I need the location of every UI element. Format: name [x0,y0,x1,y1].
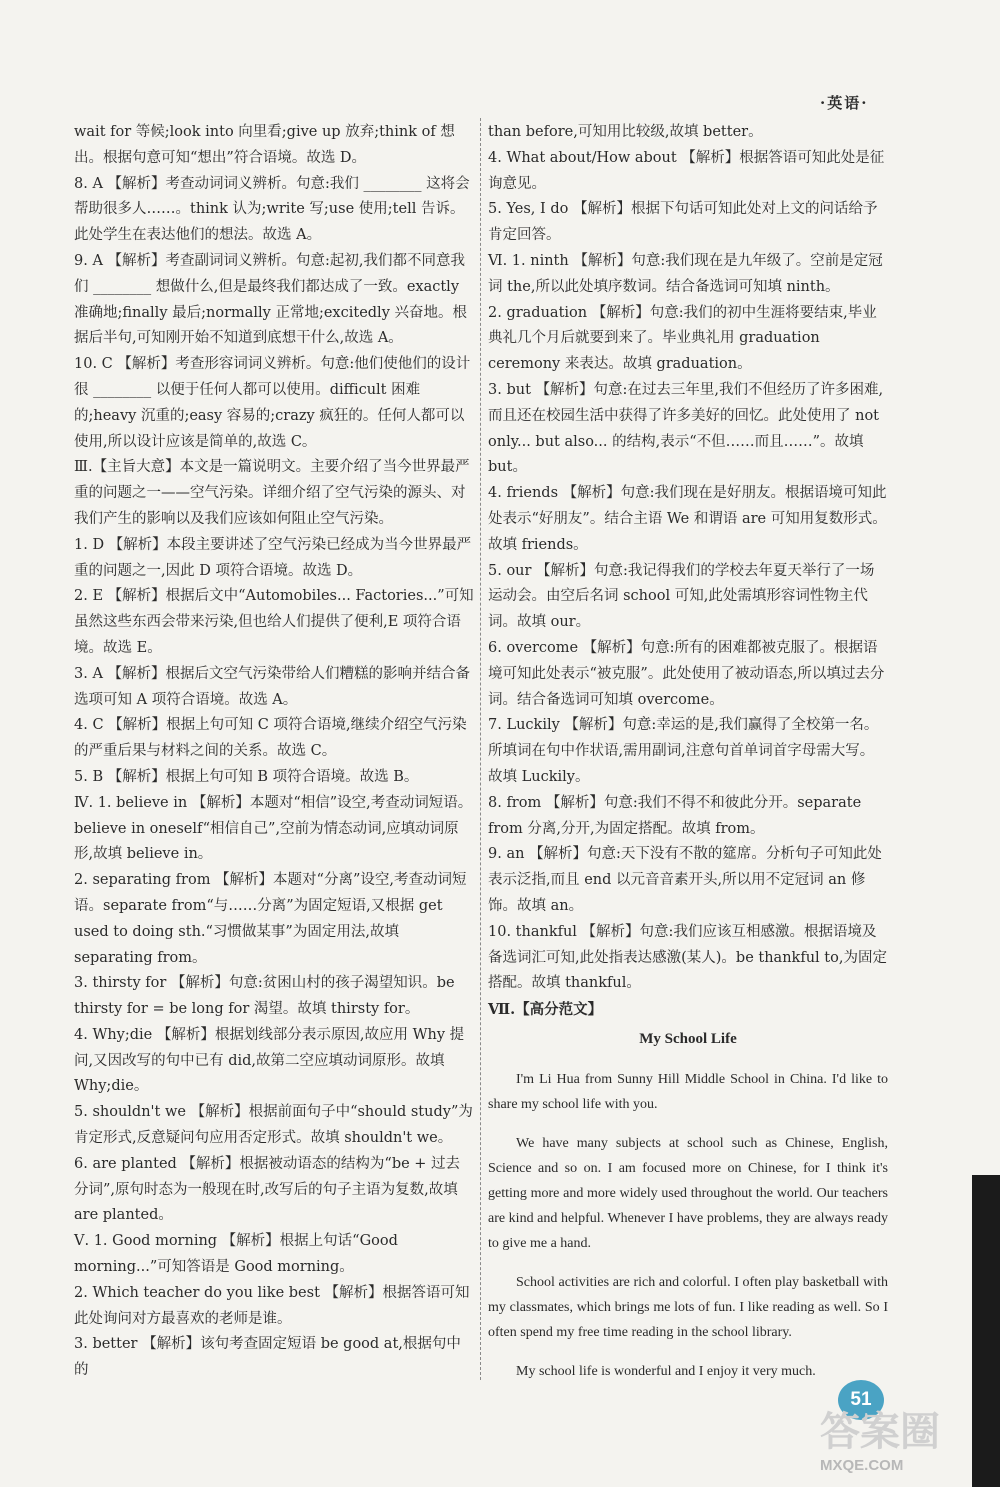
section-summary: Ⅲ.【主旨大意】本文是一篇说明文。主要介绍了当今世界最严重的问题之一——空气污染。详细介绍了空气污染的源头、对我们产生的影响以及我们应该如何阻止空气污染。 [74,459,470,527]
answer-item: Ⅴ. 1. Good morning 【解析】根据上句话“Good morning...”可知答语是 Good morning。 [74,1233,398,1276]
answer-item: 3. A 【解析】根据后文空气污染带给人们糟糕的影响并结合备选项可知 A 项符合语境。故选 A。 [74,665,471,708]
answer-item: 9. A 【解析】考查副词词义辨析。句意:起初,我们都不同意我们 ________ 想做什么,但是最终我们都达成了一致。exactly 准确地;finally 最后;normally 正常地;excitedly 兴奋地。根据后半句,可知刚开始不知道到底想干什么,故选 A。 [74,252,467,347]
column-divider [480,118,481,1380]
answer-item: 10. C 【解析】考查形容词词义辨析。句意:他们使他们的设计很 ________ 以便于任何人都可以使用。difficult 困难的;heavy 沉重的;easy 容易的;crazy 疯狂的。任何人都可以使用,所以设计应该是简单的,故选 C。 [74,356,471,450]
answer-item: 5. Yes, I do 【解析】根据下句话可知此处对上文的问话给予肯定回答。 [488,201,878,244]
answer-item: 8. from 【解析】句意:我们不得不和彼此分开。separate from 分离,分开,为固定搭配。故填 from。 [488,794,862,837]
left-column [74,120,474,1384]
essay-paragraph: School activities are rich and colorful. I often play basketball with my classmates, which brings me lots of fun. I like reading as well. So I often spend my free time reading in the school library. [488,1274,888,1340]
essay-title: My School Life [639,1030,737,1047]
watermark-logo: 答案圈 [820,1410,940,1454]
answer-item: 3. better 【解析】该句考查固定短语 be good at,根据句中的 [74,1336,461,1379]
answer-item: 6. are planted 【解析】根据被动语态的结构为“be + 过去分词”,原句时态为一般现在时,改写后的句子主语为复数,故填 are planted。 [74,1155,461,1224]
page-number-badge: 51 [838,1380,884,1420]
answer-item: 5. shouldn't we 【解析】根据前面句子中“should study”为肯定形式,反意疑问句应用否定形式。故填 shouldn't we。 [74,1104,473,1147]
watermark-url: MXQE.COM [820,1457,904,1474]
answer-item: 3. thirsty for 【解析】句意:贫困山村的孩子渴望知识。be thirsty for = be long for 渴望。故填 thirsty for。 [74,975,455,1018]
answer-item: 1. D 【解析】本段主要讲述了空气污染已经成为当今世界最严重的问题之一,因此 D 项符合语境。故选 D。 [74,536,472,579]
answer-item: 2. graduation 【解析】句意:我们的初中生涯将要结束,毕业典礼几个月后就要到来了。毕业典礼用 graduation ceremony 来表达。故填 graduation。 [488,304,877,373]
answer-item: 3. but 【解析】句意:在过去三年里,我们不但经历了许多困难,而且还在校园生活中获得了许多美好的回忆。此处使用了 not only... but also... 的结构,表示“不但……而且……”。故填 but。 [488,381,884,476]
answer-item: 10. thankful 【解析】句意:我们应该互相感激。根据语境及备选词汇可知,此处指表达感激(某人)。be thankful to,为固定搭配。故填 thankful。 [488,923,887,992]
watermark [820,1400,980,1480]
essay-paragraph: We have many subjects at school such as Chinese, English, Science and so on. I am focused more on Chinese, for I think it's getting more and more widely used throughout the world. Our teachers are kind and helpful. Whenever I have problems, they are always ready to give me a hand. [488,1135,888,1251]
answer-item: wait for 等候;look into 向里看;give up 放弃;think of 想出。根据句意可知“想出”符合语境。故选 D。 [74,124,455,166]
answer-item: 7. Luckily 【解析】句意:幸运的是,我们赢得了全校第一名。所填词在句中作状语,需用副词,注意句首单词首字母需大写。故填 Luckily。 [488,717,879,785]
answer-item: 2. Which teacher do you like best 【解析】根据答语可知此处询问对方最喜欢的老师是谁。 [74,1284,470,1327]
answer-item: Ⅵ. 1. ninth 【解析】句意:我们现在是九年级了。空前是定冠词 the,所以此处填序数词。结合备选词可知填 ninth。 [488,252,883,295]
section-heading: Ⅶ.【高分范文】 [488,1001,603,1019]
answer-item: 9. an 【解析】句意:天下没有不散的筵席。分析句子可知此处表示泛指,而且 end 以元音音素开头,所以用不定冠词 an 修饰。故填 an。 [488,846,882,914]
essay-paragraph: My school life is wonderful and I enjoy it very much. [516,1363,816,1379]
answer-item: 8. A 【解析】考查动词词义辨析。句意:我们 ________ 这将会帮助很多人……。think 认为;write 写;use 使用;tell 告诉。此处学生在表达他们的想法。故选 A。 [74,175,470,244]
answer-item: 2. E 【解析】根据后文中“Automobiles... Factories...”可知虽然这些东西会带来污染,但也给人们提供了便利,E 项符合语境。故选 E。 [74,588,474,656]
answer-item: 6. overcome 【解析】句意:所有的困难都被克服了。根据语境可知此处表示“被克服”。此处使用了被动语态,所以填过去分词。结合备选词可知填 overcome。 [488,639,885,708]
answer-item: 5. B 【解析】根据上句可知 B 项符合语境。故选 B。 [74,768,419,785]
answer-item: 4. C 【解析】根据上句可知 C 项符合语境,继续介绍空气污染的严重后果与材料之间的关系。故选 C。 [74,717,467,760]
answer-item: 4. Why;die 【解析】根据划线部分表示原因,故应用 Why 提问,又因改写的句中已有 did,故第二空应填动词原形。故填 Why;die。 [74,1026,465,1095]
answer-item: 4. friends 【解析】句意:我们现在是好朋友。根据语境可知此处表示“好朋友”。结合主语 We 和谓语 are 可知用复数形式。故填 friends。 [488,485,887,553]
answer-item: 2. separating from 【解析】本题对“分离”设空,考查动词短语。separate from“与……分离”为固定短语,又根据 get used to doing sth.“习惯做某事”为固定用法,故填 separating from。 [74,872,467,966]
essay-paragraph: I'm Li Hua from Sunny Hill Middle School in China. I'd like to share my school life with you. [488,1071,888,1112]
answer-item: Ⅳ. 1. believe in 【解析】本题对“相信”设空,考查动词短语。believe in oneself“相信自己”,空前为情态动词,应填动词原形,故填 believe in。 [74,794,473,863]
answer-item: 5. our 【解析】句意:我记得我们的学校去年夏天举行了一场运动会。由空后名词 school 可知,此处需填形容词性物主代词。故填 our。 [488,562,875,631]
answer-item: 4. What about/How about 【解析】根据答语可知此处是征询意见。 [488,149,885,192]
answer-item: than before,可知用比较级,故填 better。 [488,124,763,140]
subject-header: ·英语· [820,94,869,112]
right-column [488,120,888,1398]
